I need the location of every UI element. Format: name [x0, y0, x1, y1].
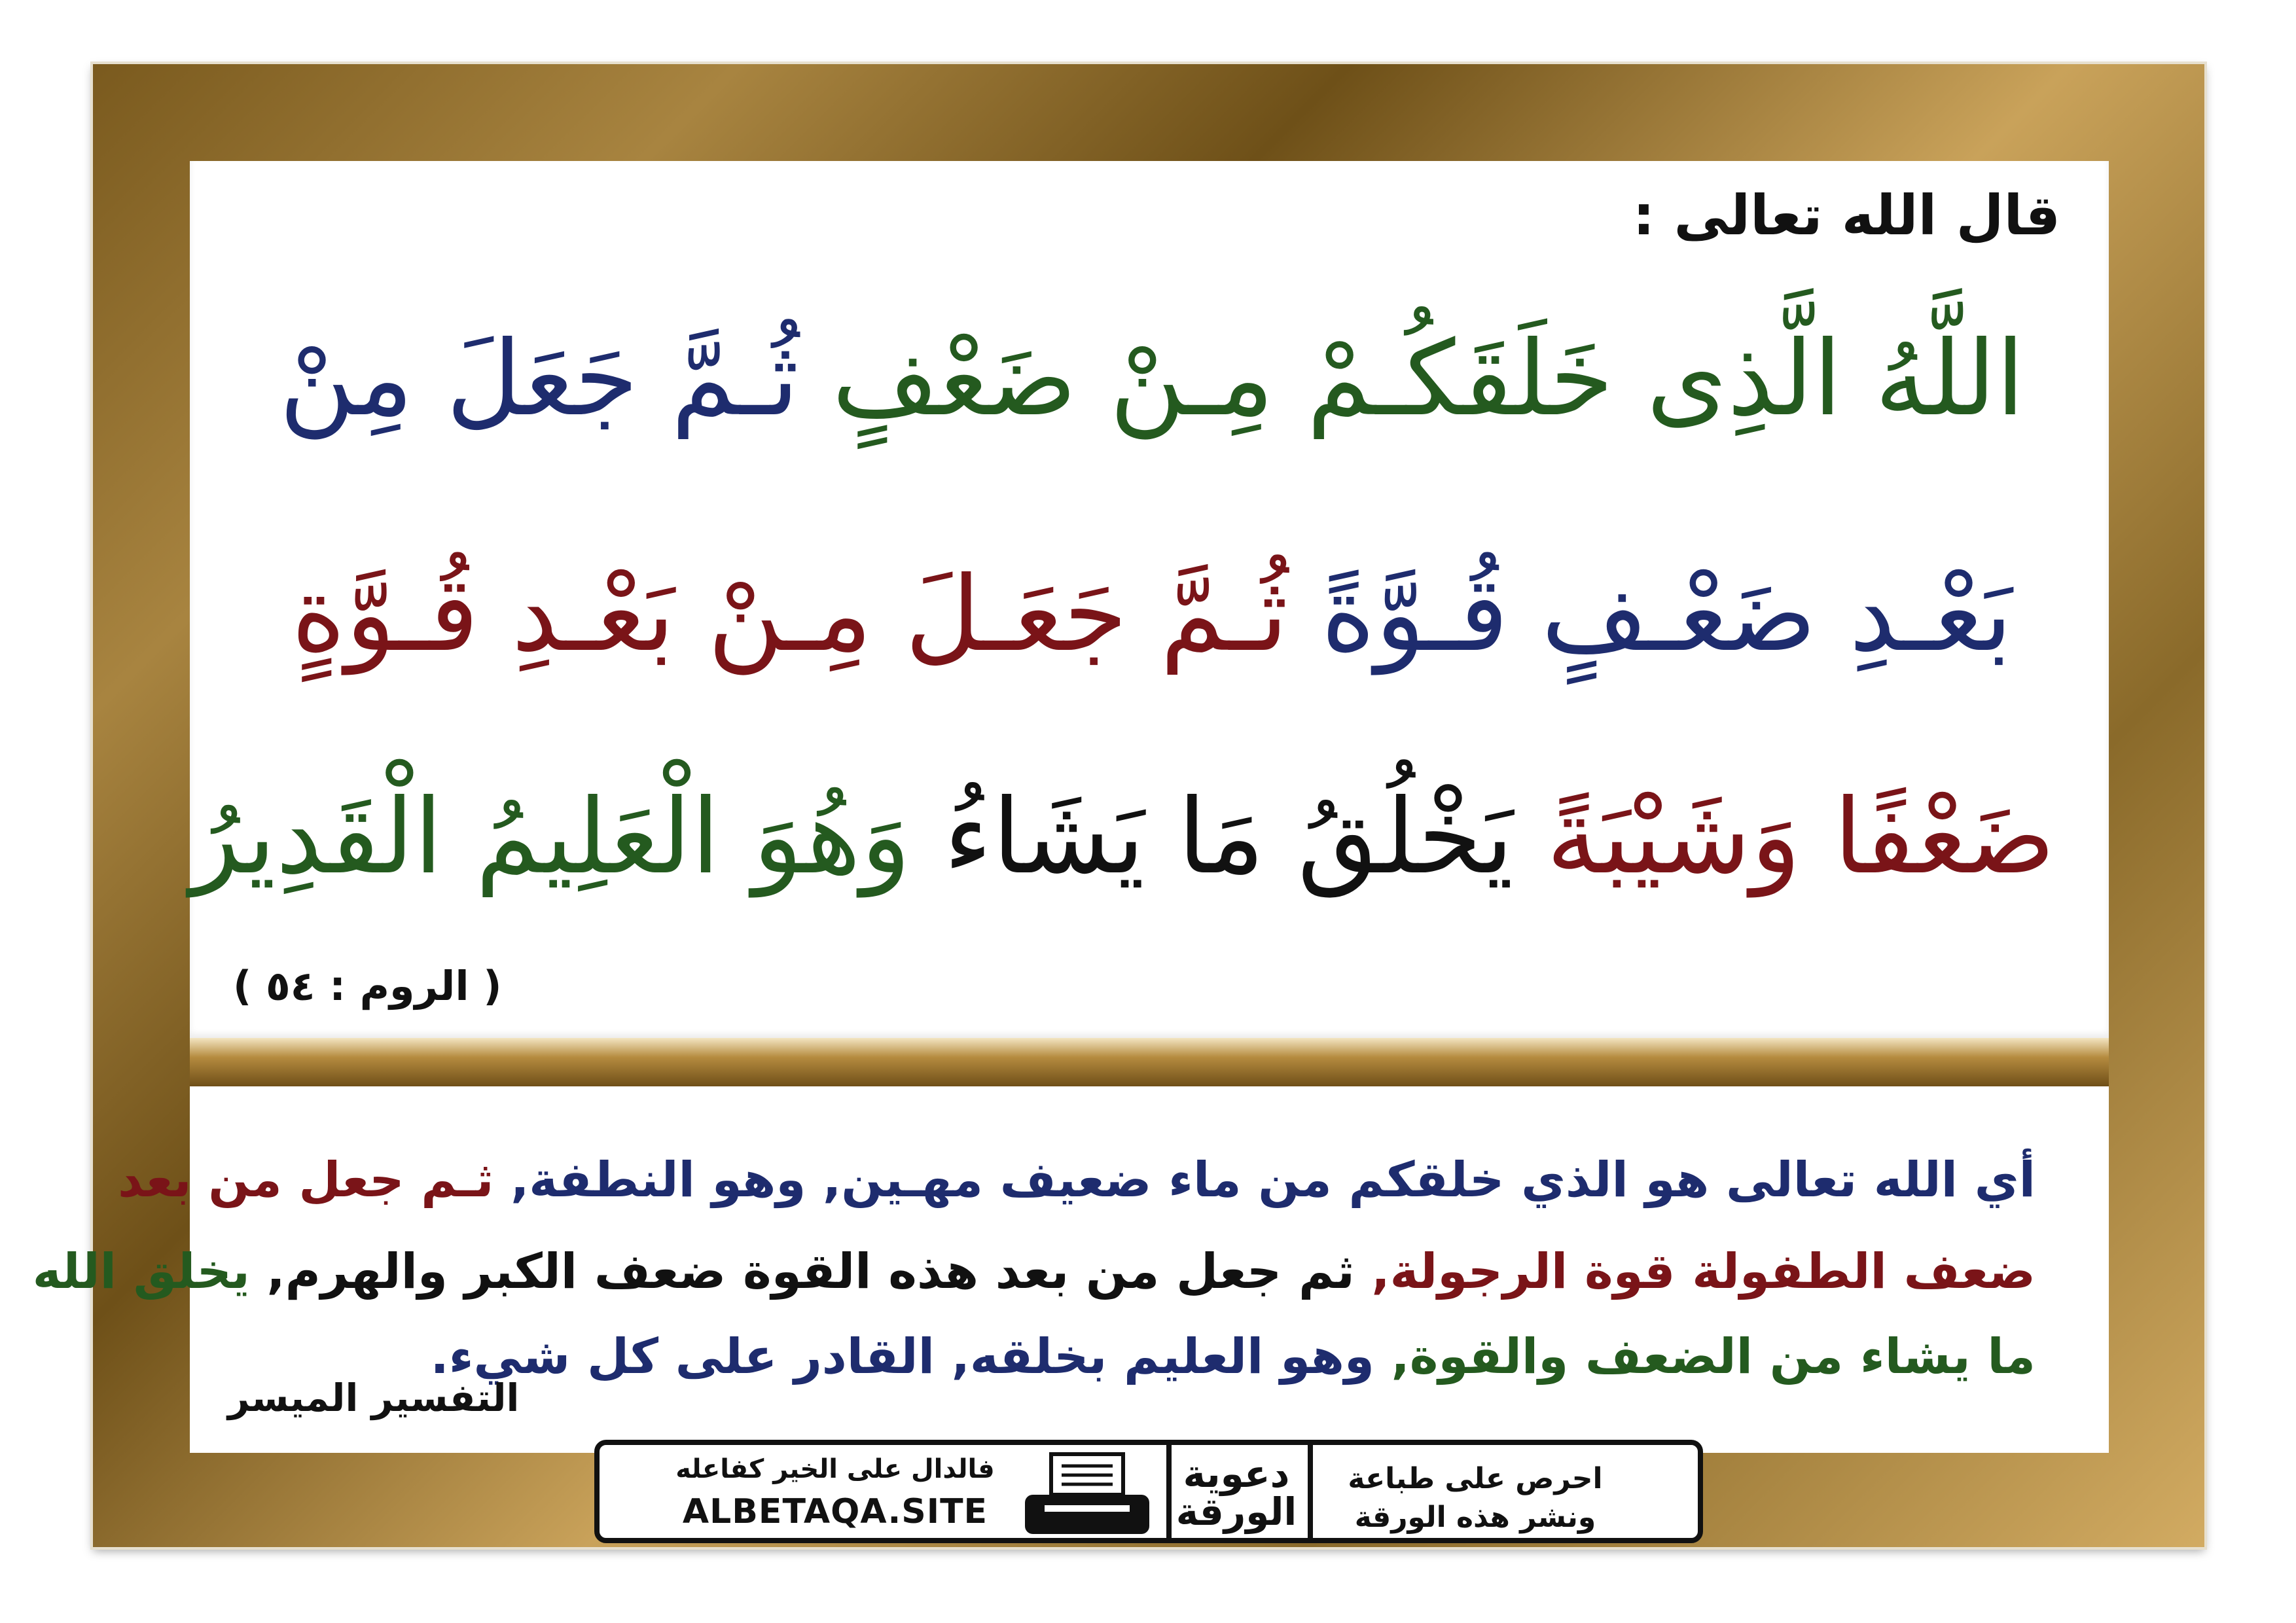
- printer-icon: [1018, 1452, 1156, 1537]
- verse-segment: ثُـمَّ جَعَـلَ مِـنْ بَعْـدِ قُـوَّةٍ: [291, 554, 1289, 675]
- footer-call-line: ونشر هذه الورقة: [1354, 1501, 1596, 1535]
- footer-left-block: [652, 1454, 1018, 1531]
- footer-call-line: احرص على طباعة: [1348, 1462, 1603, 1495]
- tafsir-segment: ضعف الطفولة قوة الرجولة,: [1371, 1243, 2036, 1300]
- tafsir-segment: يخلق الله: [32, 1243, 267, 1300]
- verse-line-1: [249, 319, 2055, 439]
- verse-line-3: [190, 777, 2055, 897]
- footer-divider: [1166, 1445, 1172, 1538]
- footer-banner: [594, 1440, 1703, 1543]
- verse-segment: وَهُوَ الْعَلِيمُ الْقَدِيرُ: [190, 777, 911, 897]
- tafsir-line-2: [32, 1243, 2036, 1300]
- tafsir-segment: أي الله تعالى هو الذي خلقكم من ماء ضعيف مهـين, وهو النطفة,: [511, 1152, 2036, 1208]
- footer-divider: [1308, 1445, 1313, 1538]
- gold-divider-band: [190, 1038, 2109, 1086]
- footer-right-block: [1318, 1459, 1632, 1537]
- tafsir-segment: ثم جعل من بعد هذه القوة ضعف الكبر والهرم,: [266, 1243, 1372, 1300]
- verse-line-2: [249, 554, 2055, 675]
- verse-segment: قُـوَّةً: [1321, 554, 1509, 675]
- verse-segment: اللَّهُ الَّذِى خَلَقَكُـمْ مِـنْ ضَعْفٍ: [832, 319, 2025, 439]
- footer-proverb: فالدال على الخير كفاعله: [675, 1454, 995, 1484]
- tafsir-source: التفسير الميسر: [228, 1376, 520, 1420]
- tafsir-line-3: [262, 1329, 2036, 1385]
- surah-reference: ( الروم : ٥٤ ): [233, 962, 502, 1010]
- verse-segment: يَخْلُقُ مَا يَشَاءُ: [943, 777, 1514, 897]
- logo-text: الورقة: [1175, 1489, 1297, 1534]
- tafsir-line-1: [118, 1152, 2036, 1208]
- footer-site-link[interactable]: ALBETAQA.SITE: [682, 1492, 988, 1531]
- verse-segment: ثُـمَّ جَعَلَ مِنْ: [279, 319, 799, 439]
- dawa-logo: [1174, 1441, 1299, 1544]
- logo-text: دعوية: [1183, 1452, 1290, 1496]
- tafsir-segment: ما يشاء من الضعف والقوة,: [1391, 1329, 2036, 1385]
- tafsir-segment: ثـم جعل من بعد: [118, 1152, 511, 1208]
- verse-segment: ضَعْفًا وَشَيْبَةً: [1546, 777, 2055, 897]
- tafsir-segment: وهو العليم بخلقه, القادر على كل شيء.: [430, 1329, 1391, 1385]
- intro-text: قال الله تعالى :: [1632, 183, 2060, 247]
- verse-segment: بَعْـدِ ضَعْـفٍ: [1541, 554, 2013, 675]
